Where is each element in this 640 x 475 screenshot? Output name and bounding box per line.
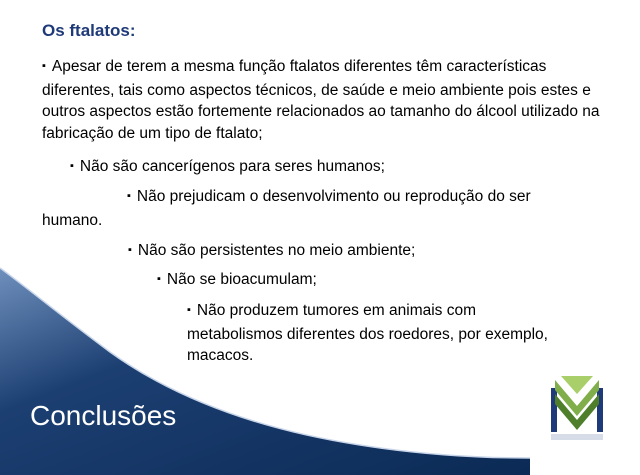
bullet-item: [187, 300, 567, 367]
bullet-text: Não são cancerígenos para seres humanos;: [79, 158, 385, 175]
bullet-text: Não prejudicam o desenvolvimento ou reprodução do ser: [136, 188, 531, 205]
bullet-icon: ▪: [70, 160, 74, 172]
bullet-text: Não produzem tumores em animais com metabolismos diferentes dos roedores, por exemplo, macacos.: [187, 302, 548, 364]
bullet-item: [70, 156, 590, 180]
bullet-icon: ▪: [157, 273, 161, 285]
slide-heading: Os ftalatos:: [42, 21, 136, 40]
bullet-icon: ▪: [127, 190, 131, 202]
section-title: Conclusões: [30, 400, 177, 431]
bullet-icon: ▪: [42, 60, 46, 72]
bullet-text: Não são persistentes no meio ambiente;: [137, 242, 416, 259]
bullet-item: [128, 240, 588, 264]
bullet-item: [157, 269, 557, 293]
institute-logo-icon: [551, 376, 603, 440]
bullet-text: Apesar de terem a mesma função ftalatos diferentes têm características diferentes, tais como aspectos técnicos, de saúde e meio ambiente pois estes e outros aspectos estão fortemente relacionados ao tamanho do álcool utilizado na fabricação de um tipo de ftalato;: [42, 58, 600, 142]
bullet-item: [42, 186, 562, 231]
bullet-item: [42, 56, 602, 144]
bullet-text-continuation: humano.: [42, 211, 103, 229]
bullet-text: Não se bioacumulam;: [166, 271, 317, 288]
bullet-icon: ▪: [187, 304, 191, 316]
bullet-icon: ▪: [128, 244, 132, 256]
